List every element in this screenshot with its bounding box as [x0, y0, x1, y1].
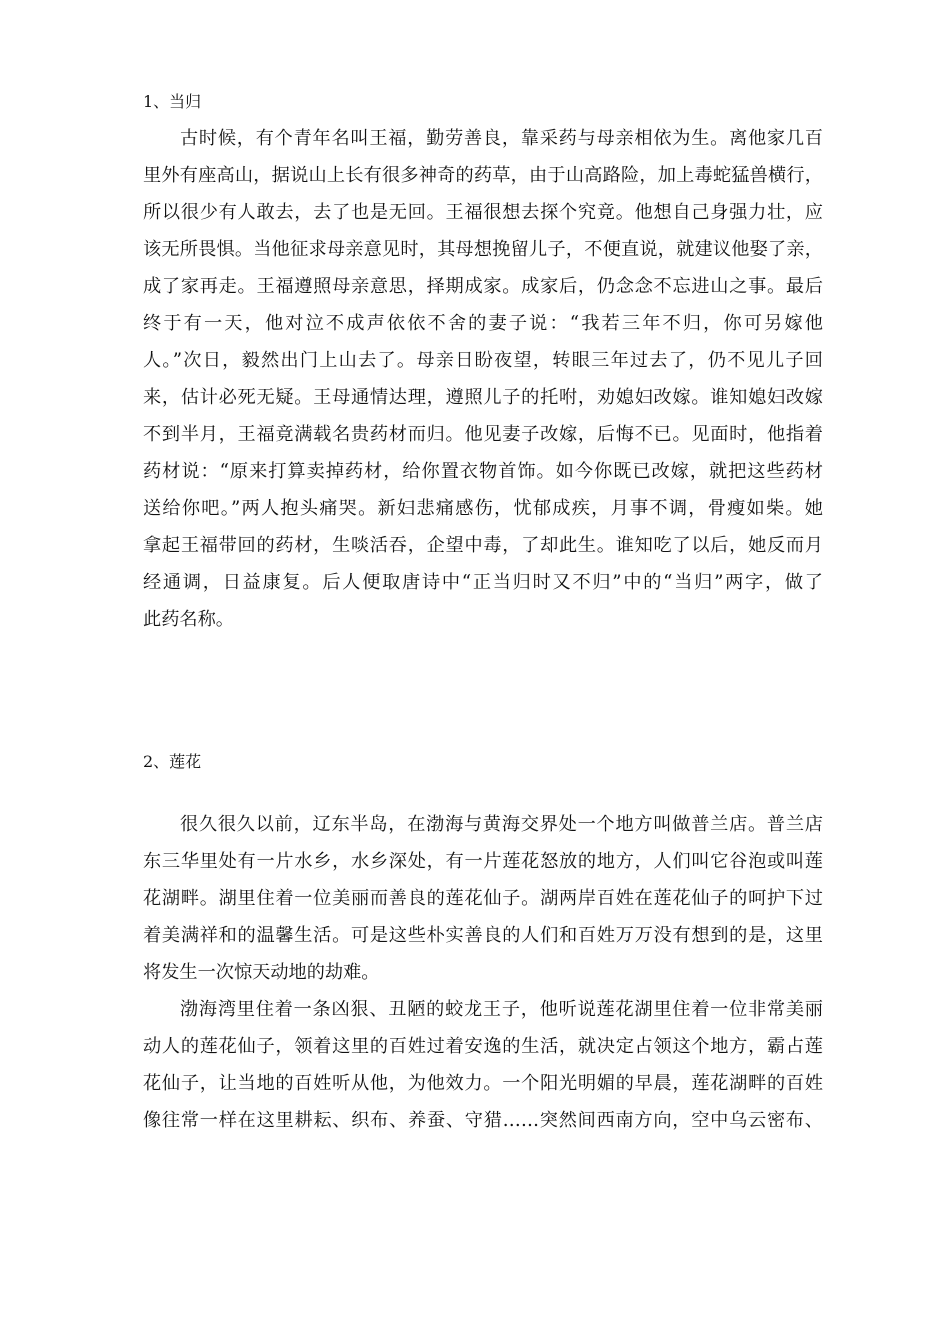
text-line: 送给你吧。”两人抱头痛哭。新妇悲痛感伤，忧郁成疾，月事不调，骨瘦如柴。她 [143, 498, 823, 519]
text-line: 将发生一次惊天动地的劫难。 [143, 962, 380, 983]
paragraph-lianhua-1 [143, 806, 823, 991]
text-line: 拿起王福带回的药材，生啖活吞，企望中毒，了却此生。谁知吃了以后，她反而月 [143, 535, 823, 556]
text-line: 终于有一天，他对泣不成声依依不舍的妻子说：“我若三年不归，你可另嫁他 [143, 313, 823, 334]
text-line: 成了家再走。王福遵照母亲意思，择期成家。成家后，仍念念不忘进山之事。最后 [143, 276, 823, 297]
text-line: 花湖畔。湖里住着一位美丽而善良的莲花仙子。湖两岸百姓在莲花仙子的呵护下过 [143, 888, 823, 909]
text-line: 药材说：“原来打算卖掉药材，给你置衣物首饰。如今你既已改嫁，就把这些药材 [143, 461, 823, 482]
text-line: 经通调，日益康复。后人便取唐诗中“正当归时又不归”中的“当归”两字，做了 [143, 572, 823, 593]
section-heading-danggui: 1、当归 [143, 92, 202, 111]
paragraph-danggui [143, 120, 823, 638]
text-line: 着美满祥和的温馨生活。可是这些朴实善良的人们和百姓万万没有想到的是，这里 [143, 925, 823, 946]
text-line: 来，估计必死无疑。王母通情达理，遵照儿子的托咐，劝媳妇改嫁。谁知媳妇改嫁 [143, 387, 823, 408]
text-line: 人。”次日，毅然出门上山去了。母亲日盼夜望，转眼三年过去了，仍不见儿子回 [143, 350, 823, 371]
text-line: 该无所畏惧。当他征求母亲意见时，其母想挽留儿子，不便直说，就建议他娶了亲， [143, 239, 823, 260]
text-line: 里外有座高山，据说山上长有很多神奇的药草，由于山高路险，加上毒蛇猛兽横行， [143, 165, 823, 186]
text-line: 渤海湾里住着一条凶狠、丑陋的蛟龙王子，他听说莲花湖里住着一位非常美丽 [180, 999, 823, 1020]
text-line: 花仙子，让当地的百姓听从他，为他效力。一个阳光明媚的早晨，莲花湖畔的百姓 [143, 1073, 823, 1094]
text-line: 动人的莲花仙子，领着这里的百姓过着安逸的生活，就决定占领这个地方，霸占莲 [143, 1036, 823, 1057]
text-line: 所以很少有人敢去，去了也是无回。王福很想去探个究竟。他想自己身强力壮，应 [143, 202, 823, 223]
text-line: 不到半月，王福竟满载名贵药材而归。他见妻子改嫁，后悔不已。见面时，他指着 [143, 424, 823, 445]
section-heading-lianhua: 2、莲花 [143, 752, 202, 771]
text-line: 古时候，有个青年名叫王福，勤劳善良，靠采药与母亲相依为生。离他家几百 [180, 128, 823, 149]
paragraph-lianhua-2 [143, 991, 823, 1139]
text-line: 此药名称。 [143, 609, 234, 630]
text-line: 很久很久以前，辽东半岛，在渤海与黄海交界处一个地方叫做普兰店。普兰店 [180, 814, 823, 835]
text-line: 东三华里处有一片水乡，水乡深处，有一片莲花怒放的地方，人们叫它谷泡或叫莲 [143, 851, 823, 872]
text-line: 像往常一样在这里耕耘、织布、养蚕、守猎……突然间西南方向，空中乌云密布、 [143, 1110, 823, 1131]
